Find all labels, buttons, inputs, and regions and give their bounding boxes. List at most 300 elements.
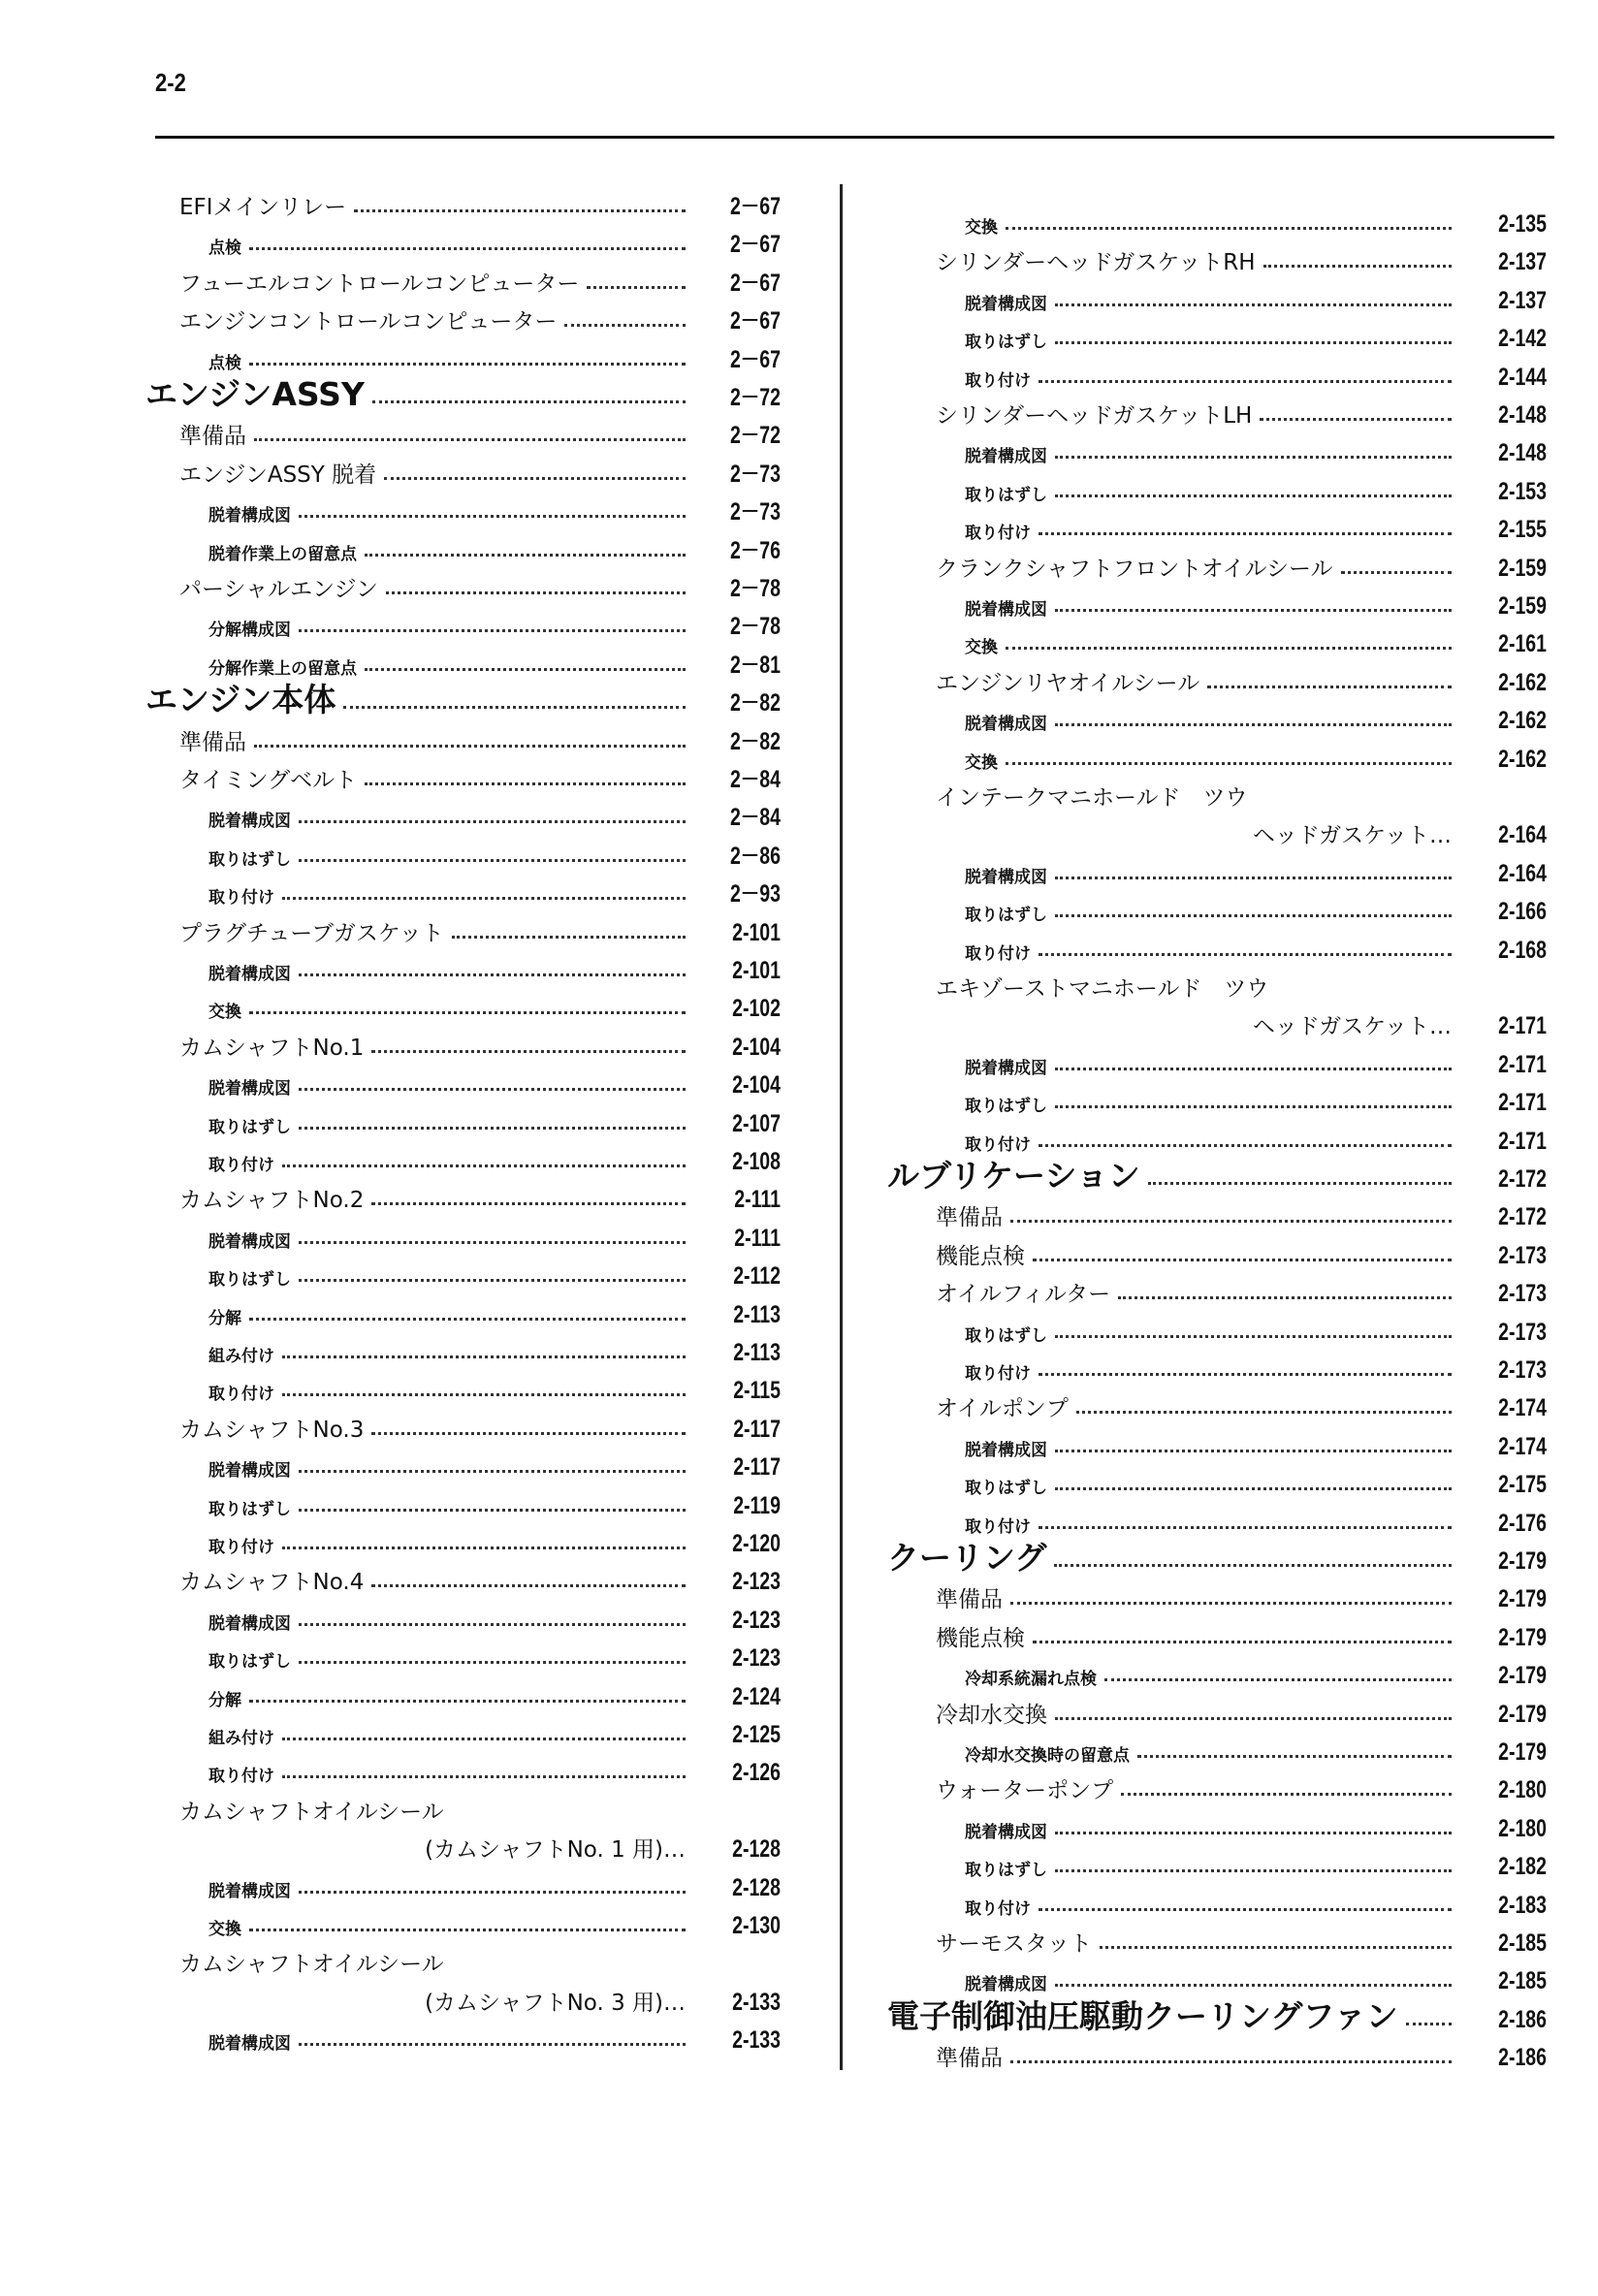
toc-entry[interactable] (936, 1577, 1547, 1611)
toc-entry-label: 準備品 (179, 730, 246, 755)
dot-leader (249, 1700, 686, 1703)
toc-entry[interactable] (936, 1615, 1547, 1650)
toc-entry-label: 取り付け (208, 1538, 274, 1557)
dot-leader (299, 1470, 686, 1473)
toc-entry-page: 2－82 (729, 728, 781, 755)
dot-leader (372, 400, 686, 403)
toc-entry[interactable] (965, 278, 1547, 313)
toc-entry-page: 2-117 (733, 1416, 781, 1443)
dot-leader (299, 1509, 686, 1512)
toc-entry[interactable] (179, 261, 781, 296)
toc-entry-page: 2-137 (1498, 287, 1547, 314)
dot-leader (1055, 341, 1452, 344)
toc-entry-page: 2-113 (733, 1301, 781, 1328)
toc-entry-page: 2－86 (729, 843, 781, 870)
toc-entry-page: 2－67 (729, 193, 781, 220)
toc-entry-label: ヘッドガスケット… (1252, 1014, 1452, 1039)
toc-entry[interactable] (208, 604, 781, 639)
toc-entry[interactable] (238, 1827, 781, 1862)
dot-leader (1260, 418, 1452, 421)
toc-entry-label: カムシャフトオイルシール (179, 1800, 444, 1825)
toc-entry[interactable] (994, 813, 1547, 847)
toc-entry-page: 2-120 (732, 1530, 781, 1557)
toc-entry-label: 分解 (208, 1309, 241, 1328)
toc-entry-page: 2－67 (729, 307, 781, 335)
toc-entry-page: 2-119 (733, 1492, 781, 1519)
toc-entry-label: 分解構成図 (208, 621, 291, 640)
toc-entry[interactable] (208, 1063, 781, 1098)
dot-leader (299, 515, 686, 518)
toc-entry[interactable] (965, 1501, 1547, 1536)
toc-entry[interactable] (208, 986, 781, 1021)
toc-entry-page: 2-186 (1498, 2006, 1547, 2033)
toc-entry[interactable] (965, 622, 1547, 656)
toc-entry-label: 脱着構成図 (208, 965, 291, 984)
toc-entry[interactable] (965, 1462, 1547, 1497)
toc-entry[interactable] (936, 660, 1547, 695)
toc-entry[interactable] (179, 1941, 781, 1976)
toc-entry-page: 2-173 (1498, 1319, 1547, 1346)
toc-entry[interactable] (179, 1407, 781, 1442)
toc-entry-page: 2-135 (1498, 210, 1547, 238)
toc-entry-page: 2-126 (732, 1759, 781, 1786)
toc-entry-page: 2-148 (1498, 401, 1547, 429)
toc-entry-page: 2-172 (1498, 1165, 1547, 1193)
toc-entry[interactable] (179, 1559, 781, 1594)
dot-leader (365, 668, 686, 671)
toc-entry-page: 2-179 (1498, 1585, 1547, 1612)
dot-leader (1055, 456, 1452, 459)
toc-entry[interactable] (208, 948, 781, 983)
toc-entry-page: 2-144 (1498, 364, 1547, 391)
toc-entry-label: 脱着作業上の留意点 (208, 545, 357, 564)
dot-leader (1406, 2023, 1452, 2025)
toc-entry-page: 2-159 (1498, 555, 1547, 582)
toc-entry[interactable] (965, 202, 1547, 237)
dot-leader (1039, 1526, 1452, 1529)
toc-entry[interactable] (936, 239, 1547, 274)
toc-entry[interactable] (965, 1042, 1547, 1077)
toc-entry[interactable] (208, 1292, 781, 1327)
toc-entry-page: 2-180 (1498, 1815, 1547, 1842)
toc-entry-label: カムシャフトNo.4 (179, 1570, 365, 1595)
toc-entry-label: シリンダーヘッドガスケットRH (936, 250, 1256, 275)
page-number: 2-2 (155, 68, 186, 97)
dot-leader (371, 1202, 686, 1205)
toc-entry-label: 脱着構成図 (965, 447, 1047, 466)
toc-entry-label: 取りはずし (208, 850, 291, 870)
toc-entry[interactable] (208, 528, 781, 563)
toc-entry-page: 2-137 (1498, 248, 1547, 275)
toc-entry-label: 取りはずし (965, 486, 1047, 505)
toc-entry-page: 2-108 (732, 1148, 781, 1175)
toc-entry-label: 準備品 (936, 2046, 1003, 2071)
dot-leader (249, 1011, 686, 1014)
dot-leader (1054, 1564, 1452, 1567)
dot-leader (299, 1241, 686, 1244)
toc-entry-label: ルブリケーション (887, 1157, 1140, 1195)
toc-entry[interactable] (965, 1653, 1547, 1688)
dot-leader (1006, 647, 1452, 650)
dot-leader (1055, 1832, 1452, 1834)
toc-entry[interactable] (208, 1368, 781, 1403)
toc-entry-page: 2-111 (734, 1186, 781, 1213)
toc-entry-page: 2－73 (729, 461, 781, 488)
toc-entry-label: フューエルコントロールコンピューター (179, 271, 580, 297)
toc-entry[interactable] (208, 834, 781, 869)
toc-entry[interactable] (965, 584, 1547, 619)
toc-entry[interactable] (965, 1424, 1547, 1459)
toc-entry[interactable] (208, 337, 781, 372)
toc-entry-page: 2－67 (729, 346, 781, 373)
toc-entry-page: 2-101 (732, 957, 781, 984)
toc-entry-page: 2-175 (1498, 1471, 1547, 1498)
toc-entry[interactable] (179, 719, 781, 754)
toc-entry[interactable] (965, 1730, 1547, 1765)
dot-leader (1039, 1144, 1452, 1147)
toc-entry[interactable] (208, 1750, 781, 1785)
toc-entry[interactable] (145, 375, 781, 413)
toc-entry-label: インテークマニホールド ツウ (936, 785, 1248, 811)
toc-entry[interactable] (208, 1139, 781, 1174)
toc-entry[interactable] (965, 507, 1547, 542)
toc-entry-label: 脱着構成図 (208, 1614, 291, 1634)
toc-entry[interactable] (965, 1119, 1547, 1154)
toc-entry-page: 2－84 (729, 766, 781, 793)
toc-entry[interactable] (208, 872, 781, 907)
dot-leader (343, 706, 686, 709)
toc-entry-label: 取りはずし (208, 1652, 291, 1672)
dot-leader (1055, 877, 1452, 879)
toc-entry-label: 脱着構成図 (965, 1441, 1047, 1460)
dot-leader (299, 2043, 686, 2046)
toc-entry-label: 取り付け (965, 371, 1031, 391)
toc-entry-label: 取りはずし (965, 333, 1047, 352)
toc-entry-page: 2-133 (732, 2026, 781, 2054)
toc-entry[interactable] (179, 1789, 781, 1824)
toc-entry[interactable] (208, 2018, 781, 2053)
toc-entry[interactable] (208, 1598, 781, 1633)
toc-entry-page: 2－72 (729, 422, 781, 449)
toc-entry-page: 2-155 (1498, 516, 1547, 543)
toc-entry[interactable] (936, 546, 1547, 581)
toc-entry[interactable] (965, 928, 1547, 963)
toc-entry[interactable] (179, 452, 781, 487)
toc-entry-label: 脱着構成図 (208, 1882, 291, 1901)
toc-entry-label: 取り付け (965, 1899, 1031, 1919)
toc-entry-page: 2-162 (1498, 669, 1547, 696)
toc-entry[interactable] (208, 1330, 781, 1365)
toc-entry[interactable] (179, 1025, 781, 1060)
toc-entry[interactable] (208, 795, 781, 830)
toc-entry-page: 2-161 (1498, 630, 1547, 657)
dot-leader (365, 554, 686, 557)
toc-entry-label: 取りはずし (965, 1861, 1047, 1880)
dot-leader (1033, 1641, 1452, 1643)
toc-entry-page: 2－67 (729, 231, 781, 258)
toc-entry-label: 冷却系統漏れ点検 (965, 1670, 1097, 1689)
toc-entry[interactable] (965, 1348, 1547, 1383)
toc-entry-label: 交換 (965, 638, 998, 657)
toc-entry-label: 冷却水交換 (936, 1703, 1047, 1728)
dot-leader (1104, 1678, 1452, 1681)
dot-leader (282, 1393, 686, 1396)
toc-entry[interactable] (965, 1959, 1547, 1993)
toc-entry[interactable] (936, 1692, 1547, 1727)
dot-leader (1055, 914, 1452, 917)
toc-entry[interactable] (179, 910, 781, 945)
toc-entry[interactable] (965, 469, 1547, 504)
toc-entry[interactable] (887, 1539, 1547, 1577)
dot-leader (371, 1050, 686, 1053)
toc-entry-page: 2-123 (732, 1607, 781, 1634)
toc-entry[interactable] (208, 490, 781, 525)
toc-entry-label: タイミングベルト (179, 768, 358, 793)
toc-entry-label: 準備品 (179, 424, 246, 449)
dot-leader (1010, 1220, 1452, 1223)
dot-leader (249, 247, 686, 250)
toc-entry-label: サーモスタット (936, 1931, 1092, 1957)
toc-entry[interactable] (936, 393, 1547, 428)
toc-entry[interactable] (208, 1521, 781, 1556)
toc-entry-page: 2-179 (1498, 1624, 1547, 1651)
toc-entry-page: 2－76 (729, 537, 781, 564)
toc-entry-page: 2-171 (1498, 1012, 1547, 1039)
toc-entry-page: 2-101 (732, 919, 781, 946)
toc-entry[interactable] (936, 1768, 1547, 1802)
toc-entry[interactable] (994, 1004, 1547, 1038)
dot-leader (1055, 303, 1452, 306)
toc-entry-page: 2－73 (729, 498, 781, 526)
toc-entry[interactable] (965, 737, 1547, 772)
toc-entry-page: 2-185 (1498, 1967, 1547, 1994)
toc-entry[interactable] (179, 757, 781, 792)
toc-entry-label: 取り付け (208, 1156, 274, 1175)
dot-leader (282, 1355, 686, 1358)
dot-leader (384, 477, 686, 480)
toc-entry-page: 2-174 (1498, 1433, 1547, 1460)
toc-entry-label: パーシャルエンジン (179, 577, 378, 602)
toc-entry[interactable] (208, 1483, 781, 1518)
dot-leader (1039, 1373, 1452, 1376)
dot-leader (386, 591, 686, 594)
dot-leader (1033, 1259, 1452, 1261)
toc-entry-label: エンジンコントロールコンピューター (179, 309, 558, 335)
toc-entry[interactable] (208, 222, 781, 257)
toc-entry-page: 2-142 (1498, 325, 1547, 352)
toc-entry-label: 脱着構成図 (965, 715, 1047, 734)
toc-entry-label: 取りはずし (208, 1118, 291, 1137)
toc-entry-page: 2-173 (1498, 1356, 1547, 1384)
toc-entry-page: 2-174 (1498, 1394, 1547, 1421)
toc-entry-label: エンジンリヤオイルシール (936, 671, 1200, 696)
toc-entry[interactable] (208, 1216, 781, 1251)
toc-entry-page: 2-185 (1498, 1929, 1547, 1957)
toc-entry-label: 脱着構成図 (965, 295, 1047, 314)
toc-entry[interactable] (936, 1233, 1547, 1268)
dot-leader (1055, 609, 1452, 612)
toc-entry-label: 脱着構成図 (208, 506, 291, 526)
dot-leader (1207, 686, 1452, 688)
dot-leader (299, 1891, 686, 1894)
dot-leader (249, 1929, 686, 1931)
toc-entry-label: 脱着構成図 (965, 1059, 1047, 1078)
dot-leader (1055, 1068, 1452, 1070)
toc-entry[interactable] (965, 698, 1547, 733)
toc-entry[interactable] (965, 430, 1547, 465)
toc-entry-label: 冷却水交換時の留意点 (965, 1746, 1130, 1766)
toc-entry[interactable] (208, 1636, 781, 1671)
toc-entry-page: 2-162 (1498, 746, 1547, 773)
toc-entry-label: 取り付け (965, 944, 1031, 964)
toc-entry-page: 2-171 (1498, 1051, 1547, 1078)
toc-entry[interactable] (965, 316, 1547, 351)
dot-leader (299, 1279, 686, 1282)
dot-leader (1137, 1755, 1452, 1758)
toc-entry-page: 2-183 (1498, 1892, 1547, 1919)
dot-leader (249, 363, 686, 366)
dot-leader (299, 973, 686, 976)
toc-entry-label: 機能点検 (936, 1626, 1025, 1651)
toc-entry-label: 脱着構成図 (965, 1823, 1047, 1842)
toc-entry[interactable] (936, 1271, 1547, 1306)
toc-entry[interactable] (936, 1195, 1547, 1229)
toc-entry[interactable] (208, 1903, 781, 1938)
toc-entry-page: 2-171 (1498, 1128, 1547, 1155)
toc-entry-label: 脱着構成図 (208, 812, 291, 831)
toc-entry[interactable] (238, 1980, 781, 2015)
toc-entry[interactable] (179, 1177, 781, 1212)
toc-entry[interactable] (965, 1844, 1547, 1879)
dot-leader (299, 1088, 686, 1091)
toc-entry-label: 取りはずし (208, 1500, 291, 1519)
dot-leader (1055, 1487, 1452, 1490)
toc-entry-label: 取りはずし (208, 1270, 291, 1290)
toc-entry-label: クランクシャフトフロントオイルシール (936, 557, 1333, 582)
toc-entry-label: 取りはずし (965, 906, 1047, 925)
toc-entry-page: 2-128 (732, 1874, 781, 1901)
toc-entry-page: 2-102 (732, 995, 781, 1022)
dot-leader (282, 1164, 686, 1167)
toc-entry[interactable] (208, 1712, 781, 1747)
dot-leader (371, 1584, 686, 1587)
toc-entry[interactable] (965, 889, 1547, 924)
toc-entry[interactable] (887, 1157, 1547, 1195)
toc-entry-label: プラグチューブガスケット (179, 921, 444, 946)
dot-leader (371, 1432, 686, 1435)
toc-entry[interactable] (208, 1445, 781, 1480)
toc-entry-label: (カムシャフトNo. 3 用)… (425, 1991, 686, 2016)
dot-leader (1100, 1946, 1452, 1949)
toc-entry-label: 取り付け (208, 888, 274, 908)
toc-entry[interactable] (208, 1866, 781, 1900)
toc-entry[interactable] (936, 1386, 1547, 1420)
dot-leader (365, 782, 686, 785)
toc-entry[interactable] (965, 1806, 1547, 1841)
dot-leader (1055, 1717, 1452, 1720)
toc-entry-page: 2-172 (1498, 1203, 1547, 1230)
toc-entry-label: 交換 (965, 753, 998, 773)
dot-leader (299, 1127, 686, 1130)
toc-entry-label: カムシャフトオイルシール (179, 1952, 444, 1977)
toc-entry-label: エンジンASSY (145, 375, 365, 413)
dot-leader (1055, 1335, 1452, 1338)
dot-leader (1039, 532, 1452, 535)
toc-entry-label: 点検 (208, 354, 241, 373)
toc-entry[interactable] (936, 1921, 1547, 1956)
column-divider (840, 184, 843, 2070)
toc-entry[interactable] (965, 355, 1547, 390)
toc-entry[interactable] (936, 2035, 1547, 2070)
toc-entry-page: 2-123 (732, 1568, 781, 1595)
toc-entry-label: 交換 (208, 1920, 241, 1939)
toc-entry-page: 2-179 (1498, 1738, 1547, 1766)
toc-entry[interactable] (208, 1674, 781, 1709)
toc-entry-page: 2-111 (734, 1225, 781, 1252)
toc-entry-label: 取り付け (965, 1135, 1031, 1155)
toc-entry-label: ウォーターポンプ (936, 1778, 1114, 1803)
toc-entry[interactable] (208, 643, 781, 678)
dot-leader (1076, 1411, 1452, 1414)
dot-leader (254, 745, 686, 748)
dot-leader (249, 1318, 686, 1321)
dot-leader (1006, 227, 1452, 230)
dot-leader (1263, 265, 1452, 268)
toc-entry-page: 2－81 (729, 652, 781, 679)
dot-leader (299, 859, 686, 862)
toc-entry-label: 分解 (208, 1691, 241, 1710)
toc-entry-label: 取り付け (208, 1767, 274, 1786)
toc-entry-page: 2-164 (1498, 860, 1547, 887)
toc-entry[interactable] (965, 1310, 1547, 1345)
toc-entry-page: 2-112 (733, 1262, 781, 1290)
toc-entry-page: 2-159 (1498, 592, 1547, 620)
toc-entry-label: 取り付け (965, 1517, 1031, 1537)
toc-entry-page: 2-179 (1498, 1662, 1547, 1689)
header-rule (155, 136, 1554, 139)
toc-entry-page: 2-164 (1498, 821, 1547, 848)
dot-leader (1055, 1105, 1452, 1108)
toc-entry-page: 2-182 (1498, 1853, 1547, 1880)
toc-entry[interactable] (887, 1997, 1547, 2035)
toc-entry[interactable] (179, 299, 781, 334)
toc-entry[interactable] (936, 775, 1547, 810)
toc-entry[interactable] (965, 1080, 1547, 1115)
toc-entry[interactable] (965, 851, 1547, 886)
dot-leader (564, 324, 686, 327)
toc-entry-page: 2-128 (732, 1835, 781, 1863)
toc-entry-label: 準備品 (936, 1205, 1003, 1230)
toc-entry-label: 点検 (208, 239, 241, 258)
toc-entry-label: 取りはずし (965, 1479, 1047, 1498)
toc-entry[interactable] (145, 681, 781, 716)
toc-entry[interactable] (179, 566, 781, 601)
toc-entry[interactable] (965, 1883, 1547, 1918)
toc-entry[interactable] (936, 966, 1547, 1001)
toc-entry[interactable] (208, 1254, 781, 1289)
toc-entry-page: 2-179 (1498, 1701, 1547, 1728)
dot-leader (1055, 723, 1452, 726)
toc-entry[interactable] (179, 413, 781, 448)
dot-leader (299, 820, 686, 823)
toc-entry-label: 交換 (208, 1003, 241, 1022)
toc-entry-label: 脱着構成図 (208, 1232, 291, 1252)
toc-entry[interactable] (179, 184, 781, 219)
toc-entry-label: 電子制御油圧駆動クーリングファン (887, 1997, 1398, 2035)
toc-entry[interactable] (208, 1101, 781, 1136)
dot-leader (299, 1661, 686, 1664)
toc-entry-page: 2-113 (733, 1339, 781, 1366)
